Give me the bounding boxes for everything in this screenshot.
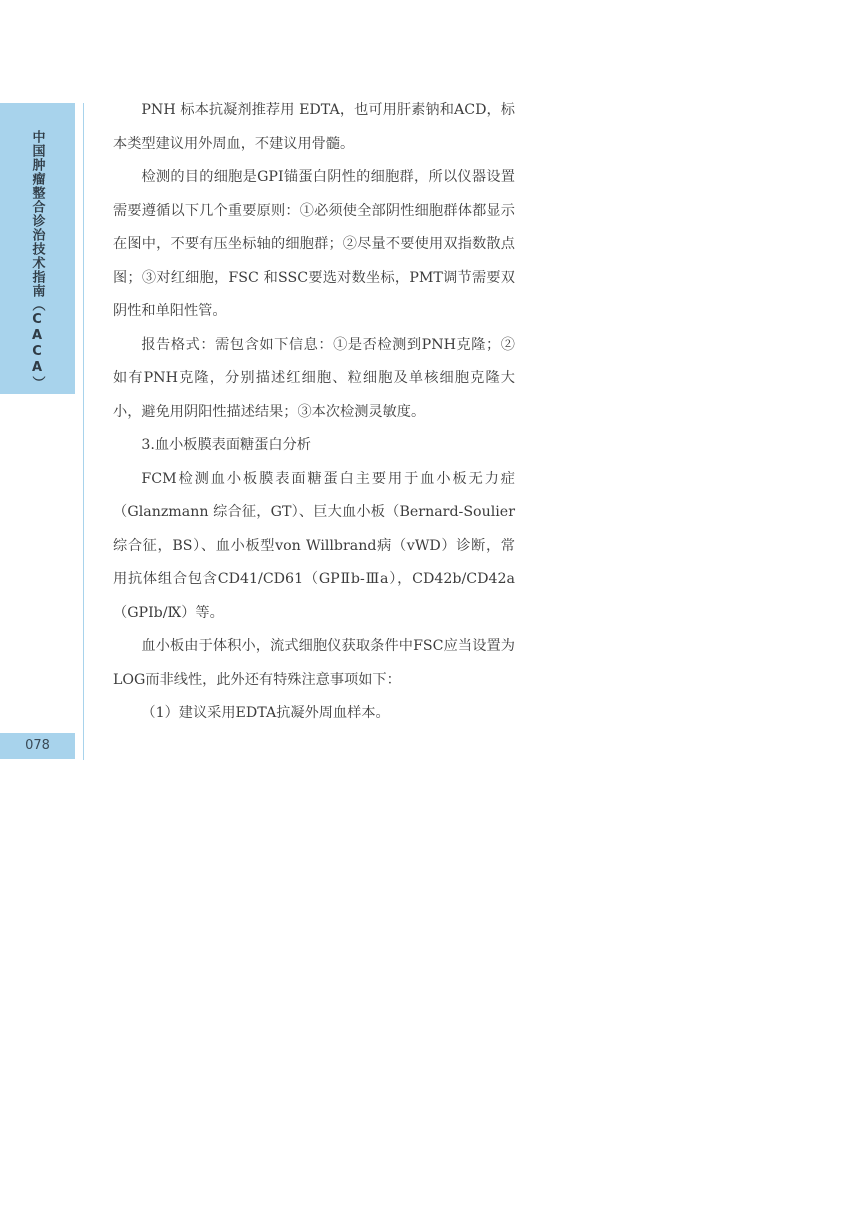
margin-divider: [83, 103, 84, 760]
paragraph-sample-type: PNH 标本抗凝剂推荐用 EDTA，也可用肝素钠和ACD，标本类型建议用外周血，不建议用骨髓。: [113, 102, 515, 152]
body-text: [113, 94, 515, 731]
paragraph-instrument-setup: 检测的目的细胞是GPI锚蛋白阴性的细胞群，所以仪器设置需要遵循以下几个重要原则：①必须使全部阴性细胞群体都显示在图中，不要有压坐标轴的细胞群；②尽量不要使用双指数散点图；③对红细胞，FSC 和SSC要选对数坐标，PMT调节需要双阴性和单阳性管。: [113, 169, 515, 319]
paragraph-report-format: 报告格式：需包含如下信息：①是否检测到PNH克隆；②如有PNH克隆，分别描述红细胞、粒细胞及单核细胞克隆大小，避免用阴阳性描述结果；③本次检测灵敏度。: [113, 336, 515, 420]
section-heading: 3.血小板膜表面糖蛋白分析: [141, 437, 311, 453]
paragraph-acquisition-settings: 血小板由于体积小，流式细胞仪获取条件中FSC应当设置为LOG而非线性，此外还有特殊注意事项如下：: [113, 638, 515, 688]
page-number: 078: [25, 738, 50, 753]
book-title: 中国肿瘤整合诊治技术指南（CACA）: [29, 130, 45, 390]
paragraph-platelet-glycoprotein: FCM检测血小板膜表面糖蛋白主要用于血小板无力症（Glanzmann 综合征，GT）、巨大血小板（Bernard-Soulier综合征，BS）、血小板型von Willbrand病（vWD）诊断，常用抗体组合包含CD41/CD61（GPⅡb-Ⅲa），CD42b/CD42a（GPⅠb/Ⅸ）等。: [113, 470, 515, 621]
list-item: （1）建议采用EDTA抗凝外周血样本。: [141, 705, 390, 721]
